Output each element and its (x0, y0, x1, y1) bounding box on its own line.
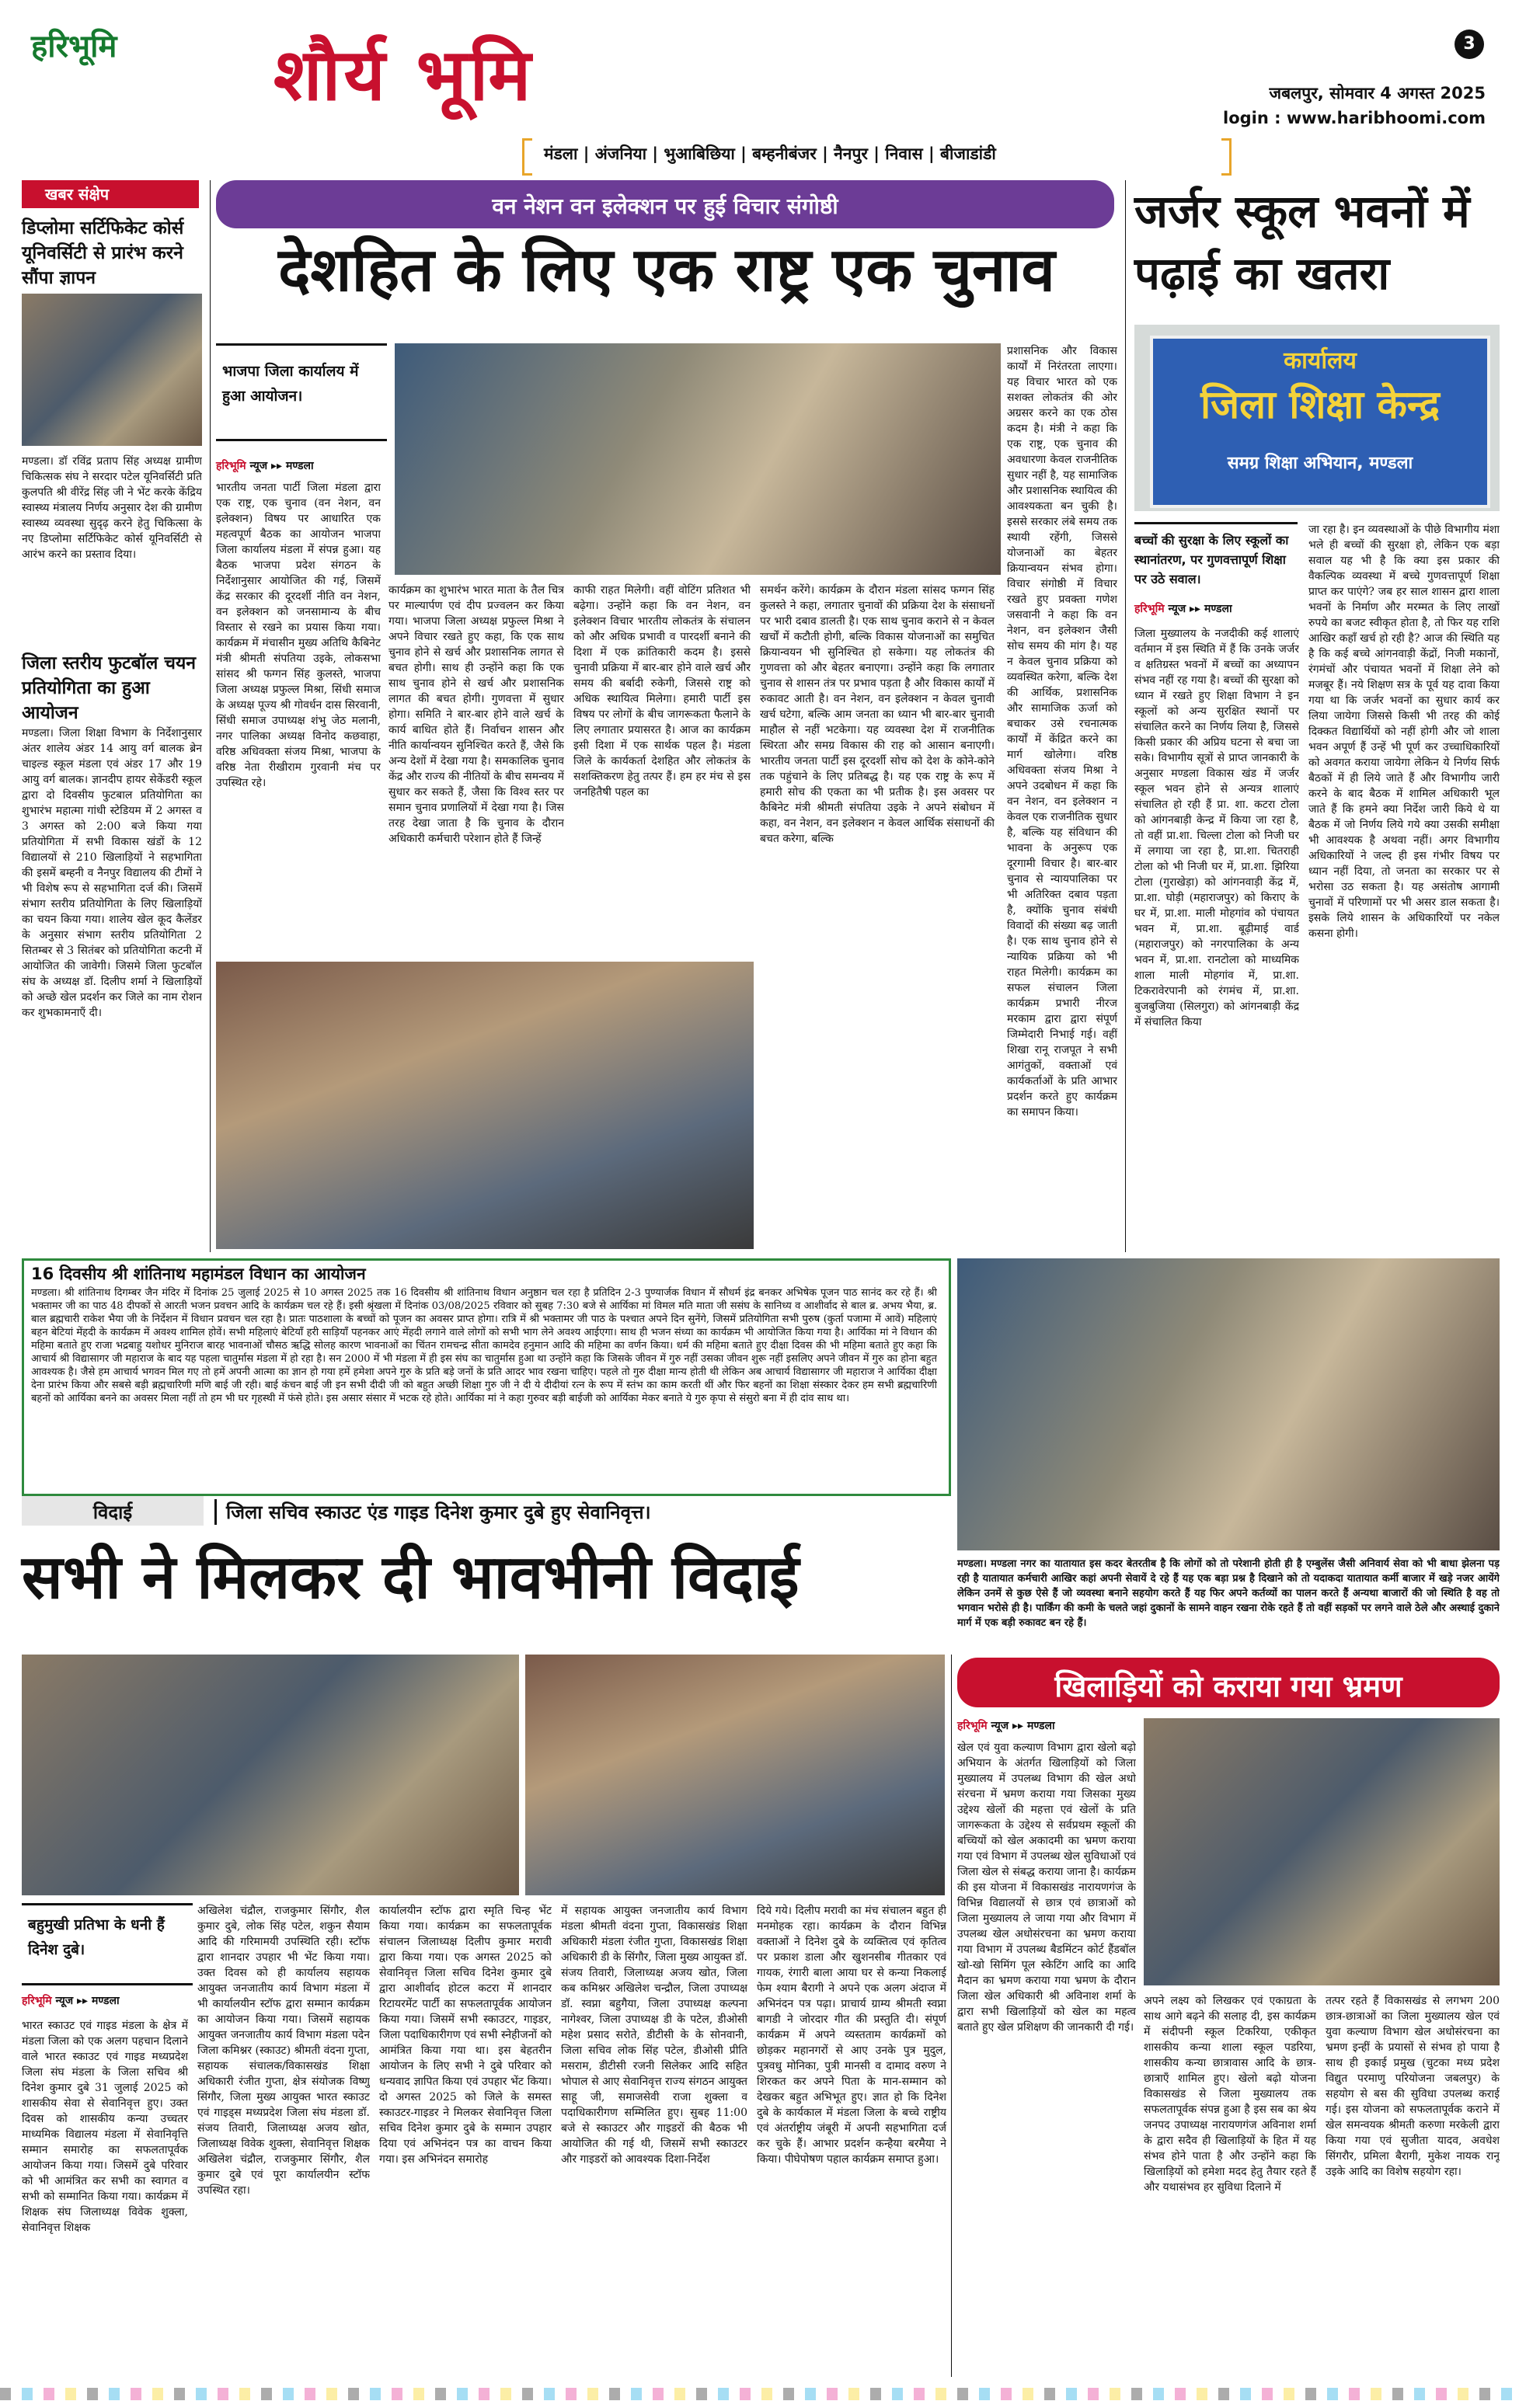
farewell-col-4: में सहायक आयुक्त जनजातीय कार्य विभाग मंडला श्रीमती वंदना गुप्ता, विकासखंड शिक्षा अधिकारी मंडला रंजीत गुप्ता, विकासखंड शिक्षा अधिकारी डी के सिंगौर, जिला मुख्य आयुक्त डॉ. संजय तिवारी, जिलाध्यक्ष अजय खोत, जिला कब कमिश्नर अखिलेश चन्द्रौल, जिला उपाध्यक्ष डॉ. स्वप्ना बहुगैया, जिला उपाध्यक्ष कल्पना नागेश्वर, जिला उपाध्यक्ष डी के पटेल, डीओसी महेश प्रसाद सरोते, डीटीसी के के सोनवानी, जिला सचिव लोक सिंह पटेल, डीओसी प्रीति मसराम, डीटीसी रजनी सिलेकर आदि सहित भोपाल से आए सेवानिवृत्त राज्य संगठन आयुक्त साहू जी, समाजसेवी राजा शुक्ला व पदाधिकारीगण सम्मिलित हुए। सुबह 11:00 बजे से स्काउटर और गाइडरों की बैठक भी आयोजित की गई थी, जिसमें सभी स्काउटर और गाइडरों को आवश्यक दिशा-निर्देश (561, 1905, 747, 2166)
farewell-col-5: दिये गये। दिलीप मरावी का मंच संचालन बहुत ही मनमोहक रहा। कार्यक्रम के दौरान विभिन्न वक्ताओं ने दिनेश दुबे के व्यक्तित्व एवं कृतित्व पर प्रकाश डाला और खुशनसीब गीतकार एवं गायक, रंगारी बाला आया घर से कन्या निकलाई फेम श्याम बैरागी ने अपने एक अलग अंदाज में अभिनंदन पत्र पढ़ा। प्राचार्य ग्राम्य श्रीमती स्वप्ना बागडी ने जोरदार गीत की प्रस्तुति दी। संपूर्ण कार्यक्रम में अपने व्यस्तताम कार्यक्रमों को छोड़कर महानगरों से आए उनके पुत्र मुदुल, पुत्रवधु मोनिका, पुत्री मानसी व दामाद वरुण ने शिरकत कर अपने पिता के मान-सम्मान को देखकर बहुत अभिभूत हुए। ज्ञात हो कि दिनेश दुबे के कार्यकाल में मंडला जिला के बच्चे राष्ट्रीय एवं अंतर्राष्ट्रीय जंबूरी में अपनी सहभागिता दर्ज कर चुके हैं। आभार प्रदर्शन कन्हैया बरमैया ने किया। पीघेपोषण पहाल कार्यक्रम समाप्त हुआ। (757, 1905, 946, 2166)
farewell-subdeck: बहुमुखी प्रतिभा के धनी हैं दिनेश दुबे। (28, 1916, 165, 1958)
school-headline: जर्जर स्कूल भवनों में पढ़ाई का खतरा (1134, 185, 1470, 300)
byline-brand: हरिभूमि (957, 1720, 988, 1732)
color-registration-strip (0, 2388, 1519, 2400)
byline-brand: हरिभूमि (1134, 603, 1165, 615)
vidhan-body: मण्डला। श्री शांतिनाथ दिगम्बर जैन मंदिर में दिनांक 25 जुलाई 2025 से 10 अगस्त 2025 तक 16 दिवसीय श्री शांतिनाथ विधान अनुष्ठान चल रहा है प्रतिदिन 2-3 पुण्यार्जक विधान में सौधर्म इंद्र बनकर अभिषेक पूजन पाठ सानंद कर रहे हैं। श्री भक्तामर जी का पाठ 48 दीपकों से आरती भजन प्रवचन आदि के कार्यक्रम चल रहे हैं। इसी श्रृंखला में दिनांक 03/08/2025 रविवार को सुबह 7:30 बजे से आर्यिका मां विमल मति माता जी ससंघ के सानिध्य व आशीर्वाद से बाल ब्र. अभय भैया, ब्र. बाल ब्रह्मचारी राकेश भैया जी के निर्देशन में विधान प्रवचन चल रहा है। प्रातः पाठशाला के बच्चों को पूजन का अवसर प्राप्त होगा। रात्रि में श्री भक्तामर जी पाठ के पश्चात अपने दिन सुनेंगे, जिसमें प्रतियोगिता सभी पुरुष (कुर्ता पजामा में आवें) महिलाएं बहन बेटियां मेंहदी के कार्यक्रम में अवश्य शामिल होवें। सभी महिलाएं बेटियाँ हरी साड़ियाँ पहनकर आएं मेंहदी लगाने वाले लोगों को सभी भाग लेने अवश्य आईएगा। साथ ही भजन संध्या का कार्यक्रम भी आयोजित किया गया है। आर्यिका मां ने विधान की महिमा बताते हुए राजा भद्रबाहु यशोधर मुनिराज बारह भावनाओं चौसठ ऋद्धि सोलह कारण भावनाओं का चिंतन रामचन्द्र सीता कामदेव हनुमान आदि की महिमा का वर्णन किया। धर्म की महिमा बताते हुए दीक्षा दिवस की भी महिमा बताते हुए कहा कि आचार्य श्री विद्यासागर जी महाराज के बाद यह पहला चातुर्मास मंडला में हो रहा है। सन 2000 में भी मंडला में ही इस संघ का चातुर्मास हुआ था उन्होंने कहा कि जिसके जीवन में गुरु नहीं उसका जीवन शुरू नहीं इसलिए अपने जीवन में गुरु का होना बहुत आवश्यक है। जैसे हम आचार्य भगवन मिल गए तो हमें अपनी आत्मा का ज्ञान हो गया हमें हमेशा अपने गुरु के प्रति बड़े जनों के प्रति आदर भाव रखना चाहिए। पहले तो गुरु दीक्षा मान्य होती थी लेकिन अब आचार्य विद्यासागर जी महाराज ने आर्यिका दीक्षा देना प्रारंभ किया और सबसे बड़ी ब्रह्मचारिणी मणि बाई जी रही। बाई कंचन बाई जी इन सभी दीदी जी को बहुत अच्छी शिक्षा गुरु जी ने दी ये दीदीयां रत्न के रूप में स्तंभ का काम करती थीं और फिर बहनों का शिक्षा संस्कार देकर हम सभी ब्रह्मचारिणी बहनों को आर्यिका बनने का अवसर मिला नहीं तो हम भी घर गृहस्थी में फंसे होते। इस असार संसार में भटक रहे होते। आर्यिका मां ने कहा गुरुवर बड़ी बाईजी को आर्यिका मेकर बनाते ये गुरु कृपा से संसुरो बना में ही दांव साथ था। (31, 1287, 937, 1404)
main-headline: देशहित के लिए एक राष्ट्र एक चुनाव (278, 235, 1055, 305)
brief-header-label: खबर संक्षेप (45, 185, 110, 204)
login-url[interactable]: login : www.haribhoomi.com (1223, 109, 1486, 127)
bracket-right (1221, 138, 1232, 176)
farewell-photo-right (525, 1655, 945, 1895)
school-col-2: जा रहा है। इन व्यवस्थाओं के पीछे विभागीय मंशा भले ही बच्चों की सुरक्षा हो, लेकिन एक बड़ा सवाल यह भी है कि क्या इस प्रकार की वैकल्पिक व्यवस्था में बच्चे गुणवत्तापूर्ण शिक्षा प्राप्त कर पाएंगे? जब हर साल शासन द्वारा शाला भवनों के निर्माण और मरम्मत के लिए लाखों रुपये का बजट स्वीकृत होता है, तो फिर यह राशि आखिर कहाँ खर्च हो रही है? आज की स्थिति यह है कि कई बच्चे आंगनवाड़ी केंद्रों, निजी मकानों, रंगमंचों और पंचायत भवनों में शिक्षा लेने को मजबूर हैं। नये शिक्षण सत्र के पूर्व यह दावा किया गया था कि जर्जर भवनों का सुधार कार्य कर लिया जायेगा जिससे किसी भी तरह की कोई दिक्कत विद्यार्थियों को नहीं होगी और जो शाला भवन अपूर्ण हैं उन्हें भी पूर्ण कर उच्चाधिकारियों को अवगत कराया जायेगा लेकिन ये निर्णय सिर्फ बैठकों में ही लिये जाते हैं और विभागीय जारी करने के बाद बैठक में शामिल अधिकारी भूल जाते हैं कि हमने क्या निर्देश जारी किये थे या बैठक में जो निर्णय लिये गये क्या उसकी समीक्षा भी आवश्यक है अथवा नहीं। अगर विभागीय अधिकारियों ने जल्द ही इस गंभीर विषय पर ध्यान नहीं दिया, तो जनता का सरकार पर से भरोसा उठ सकता है। यह असंतोष आगामी चुनावों में परिणामों पर भी असर डाल सकता है। इसके लिये शासन के अधिकारियों पर नकेल कसना होगी। (1308, 524, 1500, 940)
traffic-photo (957, 1258, 1500, 1550)
sign-line-1: कार्यालय (1284, 347, 1357, 374)
tour-headline: खिलाड़ियों को कराया गया भ्रमण (1054, 1669, 1402, 1703)
main-right-divider (1125, 180, 1126, 1252)
farewell-kicker: जिला सचिव स्काउट एंड गाइड दिनेश कुमार दुबे हुए सेवानिवृत्त। (214, 1499, 956, 1525)
brief-1-headline: डिप्लोमा सर्टिफिकेट कोर्स यूनिवर्सिटी से प्रारंभ करने सौंपा ज्ञापन (22, 218, 184, 288)
main-subdeck: भाजपा जिला कार्यालय में हुआ आयोजन। (222, 363, 359, 405)
farewell-label: विदाई (92, 1502, 133, 1523)
byline-place: न्यूज ▸▸ मण्डला (1168, 603, 1232, 615)
byline-place: न्यूज ▸▸ मण्डला (55, 1995, 120, 2007)
main-col-1: भारतीय जनता पार्टी जिला मंडला द्वारा एक राष्ट्र, एक चुनाव (वन नेशन, वन इलेक्शन) विषय पर आधारित एक महत्वपूर्ण बैठक का आयोजन भाजपा जिला कार्यालय मंडला में संपन्न हुआ। यह बैठक भाजपा प्रदेश संगठन के निर्देशानुसार आयोजित की गई, जिसमें केंद्र सरकार की दूरदर्शी नीति वन नेशन, वन इलेक्शन को जनसामान्य के बीच विस्तार से रखने का प्रयास किया गया। कार्यक्रम में मंचासीन मुख्य अतिथि कैबिनेट मंत्री श्रीमती संपतिया उइके, लोकसभा सांसद श्री फग्गन सिंह कुलस्ते, भाजपा जिला अध्यक्ष प्रफुल्ल मिश्रा, सिंधी समाज के अध्यक्ष पूज्य श्री गोवर्धन दास सिरवानी, सिंधी समाज उपाध्यक्ष शंभु जेठ मलानी, नगर पालिका अध्यक्ष विनोद कछवाहा, वरिष्ठ अधिवक्ता संजय मिश्रा, भाजपा के वरिष्ठ नेता रीखीराम गुरवानी मंच पर उपस्थित रहे। (216, 482, 381, 789)
main-byline (216, 458, 387, 473)
byline-place: न्यूज ▸▸ मण्डला (249, 460, 314, 472)
tour-byline (957, 1718, 1159, 1733)
farewell-col-2: अखिलेश चंद्रौल, राजकुमार सिंगौर, शैल कुमार दुबे, लोक सिंह पटेल, शकुन सैयाम आदि की गरिमामयी उपस्थिति रही। स्टॉफ द्वारा शानदार उपहार भी भेंट किया गया। उक्त दिवस को ही कार्यालय सहायक आयुक्त जनजातीय कार्य विभाग मंडला में भी कार्यालयीन स्टॉफ द्वारा सम्मान कार्यक्रम का आयोजन किया गया। जिसमें सहायक आयुक्त जनजातीय कार्य विभाग मंडला पदेन जिला कमिश्नर (स्काउट) श्रीमती वंदना गुप्ता, सहायक संचालक/विकासखंड शिक्षा अधिकारी रंजीत गुप्ता, क्षेत्र संयोजक विष्णु सिंगौर, जिला मुख्य आयुक्त भारत स्काउट एवं गाइड्स मध्यप्रदेश जिला संघ मंडला डॉ. संजय तिवारी, जिलाध्यक्ष अजय खोत, जिलाध्यक्ष विवेक शुक्ला, सेवानिवृत्त शिक्षक अखिलेश चंद्रौल, राजकुमार सिंगौर, शैल कुमार दुबे एवं पूरा कार्यालयीन स्टॉफ उपस्थित रहा। (197, 1905, 370, 2197)
school-byline (1134, 601, 1298, 616)
main-kicker: वन नेशन वन इलेक्शन पर हुई विचार संगोष्ठी (492, 193, 838, 219)
page-number: 3 (1455, 30, 1484, 59)
farewell-byline (22, 1993, 193, 2008)
main-photo-audience (216, 962, 754, 1249)
farewell-col-1: भारत स्काउट एवं गाइड मंडला के क्षेत्र में मंडला जिला को एक अलग पहचान दिलाने वाले भारत स्काउट एवं गाइड मध्यप्रदेश जिला संघ मंडला के जिला सचिव श्री दिनेश कुमार दुबे 31 जुलाई 2025 को शासकीय सेवा से सेवानिवृत्त हुए। उक्त दिवस को शासकीय कन्या उच्चतर माध्यमिक विद्यालय मंडला में सेवानिवृत्ति सम्मान समारोह का सफलतापूर्वक आयोजन किया गया। जिसमें दुबे परिवार को भी आमंत्रित कर सभी का स्वागत व सभी को सम्मानित किया गया। कार्यक्रम में शिक्षक संघ जिलाध्यक्ष विवेक शुक्ला, सेवानिवृत्त शिक्षक (22, 2020, 188, 2234)
farewell-right-divider (951, 1655, 952, 2377)
main-col-5: प्रशासनिक और विकास कार्यों में निरंतरता लाएगा। यह विचार भारत को एक सशक्त लोकतंत्र की ओर अग्रसर करने का एक ठोस कदम है। मंत्री ने कहा कि एक राष्ट्र, एक चुनाव की अवधारणा केवल राजनीतिक सुधार नहीं है, यह सामाजिक और प्रशासनिक स्थायित्व की आवश्यकता बन चुकी है। इससे सरकार लंबे समय तक स्थायी रहेंगी, जिससे योजनाओं का बेहतर क्रियान्वयन संभव होगा। विचार संगोष्ठी में विचार रखते हुए प्रवक्ता गणेश जसवानी ने कहा कि वन नेशन, वन इलेक्शन जैसी सोच समय की मांग है। यह न केवल चुनाव प्रक्रिया को व्यवस्थित करेगा, बल्कि देश की आर्थिक, प्रशासनिक और सामाजिक ऊर्जा को बचाकर उसे रचनात्मक कार्यों में केंद्रित करने का मार्ग खोलेगा। वरिष्ठ अधिवक्ता संजय मिश्रा ने अपने उदबोधन में कहा कि वन नेशन, वन इलेक्शन न केवल एक राजनीतिक सुधार है, बल्कि यह संविधान की भावना के अनुरूप एक दूरगामी विचार है। बार-बार चुनाव से न्यायपालिका पर भी अतिरिक्त दबाव पड़ता है, क्योंकि चुनाव संबंधी विवादों की संख्या बढ़ जाती है। एक साथ चुनाव होने से न्यायिक प्रक्रिया को भी राहत मिलेगी। कार्यक्रम का सफल संचालन जिला कार्यक्रम प्रभारी नीरज मरकाम द्वारा द्वारा संपूर्ण जिम्मेदारी निभाई गई। वहीं शिखा रानू राजपूत ने सभी आगंतुकों, वक्ताओं एवं कार्यकर्ताओं के प्रति आभार प्रदर्शन करते हुए कार्यक्रम का समापन किया। (1007, 345, 1117, 1119)
byline-brand: हरिभूमि (22, 1995, 52, 2007)
traffic-caption: मण्डला। मण्डला नगर का यातायात इस कदर बेतरतीब है कि लोगों को तो परेशानी होती ही है एम्बुलेंस जैसी अनिवार्य सेवा को भी बाधा झेलना पड़ रही है यातायात कर्मचारी आखिर कहां अपनी सेवायें दे रहे हैं यह एक बड़ा प्रश्न है दिखाने को तो यदाकदा यातायात कर्मी बाजार में खड़े नजर आयेंगे लेकिन उनमें से कुछ ऐसे हैं जो व्यवस्था बनाने सहयोग करते हैं यह फिर अपने कर्तव्यों का पालन करते हैं अन्यथा बाजारों की जो स्थिति है वह तो भगवान भरोसे ही है। पार्किंग की कमी के चलते जहां दुकानों के सामने वाहन रखना रोके रहते हैं तो वहीं सड़कों पर लगने वाले ठेले और अस्थाई दुकाने मार्ग में एक बड़ी रुकावट बन रहे हैं। (957, 1558, 1500, 1629)
brief-1-body: मण्डला। डॉ रविंद्र प्रताप सिंह अध्यक्ष ग्रामीण चिकित्सक संघ ने सरदार पटेल यूनिवर्सिटी प्रति कुलपति श्री वीरेंद्र सिंह जी ने भेंट करके केंद्रिय स्वास्थ्य मंत्रालय निर्णय अनुसार देश की ग्रामीण स्वास्थ्य व्यवस्था सुदृढ़ करने हेतु चिकित्सा के नए डिप्लोमा सर्टिफिकेट कोर्स यूनिवर्सिटी से आरंभ करने का प्रस्ताव दिया। (22, 455, 202, 561)
main-col-2: कार्यक्रम का शुभारंभ भारत माता के तैल चित्र पर माल्यार्पण एवं दीप प्रज्वलन कर किया गया। भाजपा जिला अध्यक्ष प्रफुल्ल मिश्रा ने अपने विचार रखते हुए कहा, कि एक साथ चुनाव होने से खर्च और प्रशासनिक लागत से बचत होगी। साथ ही उन्होंने कहा कि एक साथ चुनाव होने से खर्च और प्रशासनिक लागत की बचत होगी। गुणवत्ता में सुधार होगा। समिति ने बार-बार होने वाले खर्च के कार्य बाधित होते हैं। निर्वाचन शासन और नीति कार्यान्वयन सुनिश्चित करते हैं, जैसे कि अन्य देशों में देखा गया है। समकालिक चुनाव केंद्र और राज्य की नीतियों के बीच समन्वय में सुधार कर सकते हैं, जैसा कि विश्व स्तर पर समान चुनाव प्रणालियों में देखा गया है। जिस तरह देखा जाता है कि चुनाव के दौरान अधिकारी कर्मचारी परेशान होते हैं जिन्हें (388, 584, 564, 845)
brand-logo: हरिभूमि (31, 29, 117, 64)
farewell-photo-left (22, 1655, 519, 1895)
school-col-1: जिला मुख्यालय के नजदीकी कई शालाएं वर्तमान में इस स्थिति में हैं कि उनके जर्जर व क्षतिग्रस्त भवनों में बच्चों का अध्यापन संभव नहीं रह गया है। बच्चों की सुरक्षा को ध्यान में रखते हुए शिक्षा विभाग ने इन स्कूलों को अन्य सुरक्षित स्थानों पर संचालित करने का निर्णय लिया है, जिससे किसी प्रकार की अप्रिय घटना से बचा जा सके। विभागीय सूत्रों से प्राप्त जानकारी के अनुसार मण्डला विकास खंड में जर्जर स्कूल भवन होने से अन्यत्र शालाएं संचालित हो रही हैं प्रा. शा. कटरा टोला को आंगनबाड़ी केन्द्र में किया जा रहा है, तो वहीं प्रा.शा. चिल्ला टोला को निजी घर में लगाया जा रहा है, प्रा.शा. चितराही टोला को भी निजी घर में, प्रा.शा. झिरिया टोला (गुराखेड़ा) को आंगनवाड़ी केंद्र में, प्रा.शा. घोड़ी (महाराजपुर) को किराए के घर में, प्रा.शा. माली मोहगांव को पंचायत भवन में, प्रा.शा. बूढ़ीमाई वार्ड (महाराजपुर) को नगरपालिका के अन्य भवन में, प्रा.शा. रानटोला को माध्यमिक शाला माली मोहगांव में, प्रा.शा. टिकरावेरपानी को रंगमंच में, प्रा.शा. बुजबुजिया (सिलगुरा) को आंगनबाड़ी केंद्र में संचालित किया (1134, 628, 1299, 1028)
farewell-headline: सभी ने मिलकर दी भावभीनी विदाई (22, 1543, 800, 1613)
dateline: जबलपुर, सोमवार 4 अगस्त 2025 (1269, 84, 1486, 103)
sign-line-2: जिला शिक्षा केन्द्र (1200, 382, 1440, 427)
main-col-4: समर्थन करेंगे। कार्यक्रम के दौरान मंडला सांसद फग्गन सिंह कुलस्ते ने कहा, लगातार चुनावों की प्रक्रिया देश के संसाधनों पर भारी दबाव डालती है। एक साथ चुनाव कराने से न केवल खर्चों में कटौती होगी, बल्कि विकास योजनाओं का समुचित क्रियान्वयन भी सुनिश्चित हो सकेगा। यह लोकतंत्र की गुणवत्ता को और बेहतर बनाएगा। उन्होंने कहा कि लगातार चुनाव से शासन तंत्र पर प्रभाव पड़ता है और विकास कार्यों में रुकावट आती है। वन नेशन, वन इलेक्शन न केवल चुनावी खर्च घटेगा, बल्कि आम जनता का ध्यान भी बार-बार चुनावी माहौल से नहीं भटकेगा। यह व्यवस्था देश में राजनीतिक स्थिरता और समग्र विकास की राह को आसान बनाएगी। भारतीय जनता पार्टी इस दूरदर्शी सोच को देश के कोने-कोने तक पहुंचाने के लिए प्रतिबद्ध है। यह एक राष्ट्र के रूप में हमारी सोच की एकता का भी प्रतीक है। इस अवसर पर कैबिनेट मंत्री श्रीमती संपतिया उइके ने अपने संबोधन में कहा, वन नेशन, वन इलेक्शन न केवल आर्थिक संसाधनों की बचत करेगा, बल्कि (760, 584, 995, 845)
tour-col-2: अपने लक्ष्य को लिखकर एवं एकाग्रता के साथ आगे बढ़ने की सलाह दी, इस कार्यक्रम में संदीपनी स्कूल टिकरिया, एकीकृत शासकीय कन्या शाला स्कूल पडरिया, शासकीय कन्या छात्रावास आदि के छात्र-छात्राएँ शामिल हुए। खेलो बढ़ो योजना विकासखंड से जिला मुख्यालय तक सफलतापूर्वक संपन्न हुआ है इस सब का श्रेय जनपद उपाध्यक्ष नारायणगंज अविनाश शर्मा के द्वारा सदैव ही खिलाड़ियों के हित में यह संभव होने पाता है और उन्होंने कहा कि खिलाड़ियों को हमेशा मदद हेतु तैयार रहते हैं और यथासंभव हर सुविधा दिलाने में (1144, 1995, 1316, 2194)
school-subdeck: बच्चों की सुरक्षा के लिए स्कूलों का स्थानांतरण, पर गुणवत्तापूर्ण शिक्षा पर उठे सवाल। (1134, 522, 1298, 589)
brief-header (22, 180, 199, 208)
brief-2-headline: जिला स्तरीय फुटबॉल चयन प्रतियोगिता का हुआ आयोजन (22, 653, 197, 723)
tour-col-3: तत्पर रहते हैं विकासखंड से लगभग 200 छात्र-छात्राओं का जिला मुख्यालय खेल एवं युवा कल्याण विभाग खेल अधोसंरचना का भ्रमण इन्हीं के प्रयासों से संभव हो पाया है साथ ही इकाई प्रमुख (चुटका मध्य प्रदेश विद्युत परमाणु परियोजना जबलपुर) के सहयोग से बस की सुविधा उपलब्ध कराई गई। इस योजना को सफलतापूर्वक कराने में खेल समन्वयक श्रीमती करुणा मरकेली द्वारा किया गया एवं सुजीता यादव, अवधेश सिंगरौर, प्रमिला बैरागी, मुकेश नायक रानू उइके आदि का विशेष सहयोग रहा। (1326, 1995, 1500, 2178)
main-col-3: काफी राहत मिलेगी। वहीं वोटिंग प्रतिशत भी बढ़ेगा। उन्होंने कहा कि वन नेशन, वन इलेक्शन विचार भारतीय लोकतंत्र के संचालन को और अधिक प्रभावी व पारदर्शी बनाने की दिशा में एक क्रांतिकारी कदम है। इससे चुनावी प्रक्रिया में बार-बार होने वाले खर्च और समय की बर्बादी रुकेगी, जिससे राष्ट्र को अधिक स्थायित्व मिलेगा। हमारी पार्टी इस विषय पर लोगों के बीच जागरूकता फैलाने के लिए लगातार प्रयासरत है। आज का कार्यक्रम इसी दिशा में एक सार्थक पहल है। मंडला जिले के कार्यकर्ता देशहित और लोकतंत्र के सशक्तिकरण हेतु तत्पर हैं। हम हर मंच से इस जनहितैषी पहल का (573, 584, 751, 799)
main-photo-stage (395, 343, 1001, 575)
sign-line-3: समग्र शिक्षा अभियान, मण्डला (1227, 454, 1413, 473)
byline-brand: हरिभूमि (216, 460, 246, 472)
left-column-divider (210, 180, 211, 1252)
byline-place: न्यूज ▸▸ मण्डला (991, 1720, 1055, 1732)
bracket-left (522, 138, 532, 176)
district-strip: मंडला | अंजनिया | भुआबिछिया | बम्हनीबंजर | नैनपुर | निवास | बीजाडांडी (544, 144, 996, 163)
section-title: शौर्य भूमि (273, 33, 535, 117)
brief-1-photo (22, 294, 202, 446)
tour-col-1: खेल एवं युवा कल्याण विभाग द्वारा खेलो बढ़ो अभियान के अंतर्गत खिलाड़ियों को जिला मुख्यालय में उपलब्ध विभाग की खेल अधो संरचना में भ्रमण कराया गया जिसका मुख्य उद्देश्य खेलों की महत्ता एवं खेलों के प्रति जागरूकता के उद्देश्य से सर्वप्रथम स्कूलों की बच्चियों को खेल अकादमी का भ्रमण कराया गया एवं विभाग में उपलब्ध खेल सुविधाओं एवं जिला खेल से संबद्ध कराया जाना है। कार्यक्रम की इस योजना में विकासखंड नारायणगंज के विभिन्न विद्यालयों से छात्र एवं छात्राओं को जिला मुख्यालय ले जाया गया और विभाग में उपलब्ध खेल अधोसंरचना का भ्रमण कराया गया विभाग में उपलब्ध बैडमिंटन कोर्ट हैंडबॉल खो-खो सिमिंग पूल स्केटिंग आदि का आदि मैदान का भ्रमण कराया गया भ्रमण के दौरान जिला खेल अधिकारी श्री अविनाश शर्मा के द्वारा सभी खिलाड़ियों को खेल का महत्व बताते हुए खेल प्रशिक्षण की जानकारी दी गई। (957, 1742, 1136, 2034)
vidhan-headline: 16 दिवसीय श्री शांतिनाथ महामंडल विधान का आयोजन (31, 1265, 366, 1283)
brief-2-body: मण्डला। जिला शिक्षा विभाग के निर्देशानुसार अंतर शालेय अंडर 14 आयु वर्ग बालक ब्रेन चाइल्ड स्कूल मंडला एवं अंडर 17 और 19 आयु वर्ग बालक। ज्ञानदीप हायर सेकेंडरी स्कूल द्वारा दो दिवसीय फुटबाल प्रतियोगिता का शुभारंभ महात्मा गांधी स्टेडियम में 2 अगस्त व 3 अगस्त को 2:00 बजे किया गया प्रतियोगिता में सभी विकास खंडों के 12 विद्यालयों से 210 खिलाड़ियों ने सहभागिता की इसमें बम्हनी व नैनपुर विद्यालय की टीमों ने भी विशेष रूप से सहभागिता दर्ज की। जिसमें संभाग स्तरीय प्रतियोगिता के लिए खिलाड़ियों का चयन किया गया। शालेय खेल कूद कैलेंडर के अनुसार संभाग स्तरीय प्रतियोगिता 2 सितम्बर से 3 सितंबर को प्रतियोगिता कटनी में आयोजित की जावेगी। जिसमे जिला फुटबॉल संघ के अध्यक्ष डॉ. दिलीप शर्मा ने खिलाड़ियों को अच्छे खेल प्रदर्शन कर जिले का नाम रोशन कर शुभकामनाएँ दी। (22, 727, 202, 1019)
farewell-col-3: कार्यालयीन स्टॉफ द्वारा स्मृति चिन्ह भेंट किया गया। कार्यक्रम का सफलतापूर्वक संचालन जिलाध्यक्ष दिलीप कुमार मरावी द्वारा किया गया। एक अगस्त 2025 को सेवानिवृत्त जिला सचिव दिनेश कुमार दुबे द्वारा आशीर्वाद होटल कटरा में शानदार रिटायरमेंट पार्टी का सफलतापूर्वक आयोजन किया गया। जिसमें सभी स्काउटर, गाइडर, जिला पदाधिकारीगण एवं सभी स्नेहीजनों को आमंत्रित किया गया था। इस बेहतरीन आयोजन के लिए सभी ने दुबे परिवार को धन्यवाद ज्ञापित किया एवं उपहार भेंट किया। दो अगस्त 2025 को जिले के समस्त स्काउटर-गाइडर ने मिलकर सेवानिवृत्त जिला सचिव दिनेश कुमार दुबे के सम्मान उपहार दिया एवं अभिनंदन पत्र का वाचन किया गया। इस अभिनंदन समारोह (379, 1905, 552, 2166)
tour-photo (1144, 1718, 1500, 1985)
